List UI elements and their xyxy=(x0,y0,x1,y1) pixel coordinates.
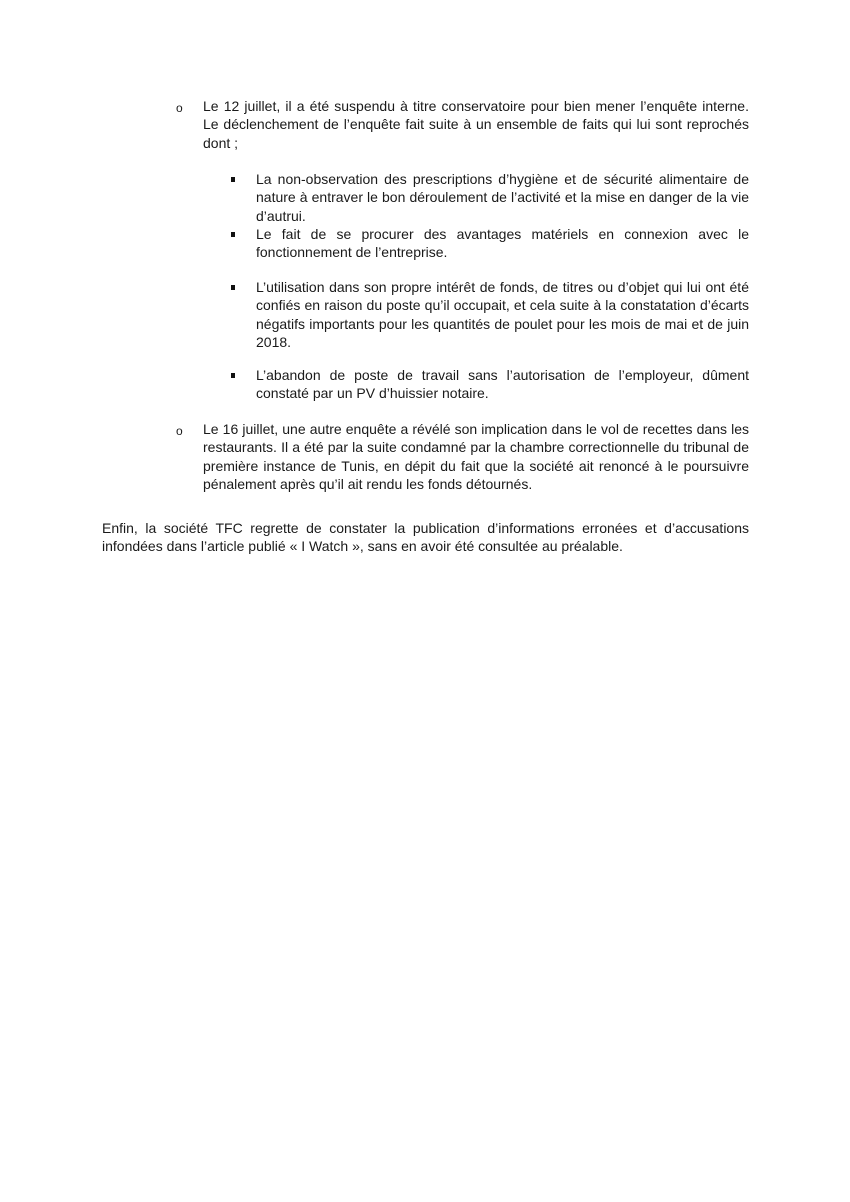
item-16-juillet: Le 16 juillet, une autre enquête a révélé son implication dans le vol de recettes dans les restaurants. Il a été par la suite condamné par la chambre correctionnelle du tribunal de première instance de Tunis, en dépit du fait que la société ait renoncé à le poursuivre pénalement après qu’il ait rendu les fonds détournés. xyxy=(203,421,749,493)
square-bullet xyxy=(231,285,235,290)
square-bullet xyxy=(231,373,235,378)
circle-bullet: o xyxy=(176,101,183,115)
square-bullet xyxy=(231,232,235,237)
subitem-abandon: L’abandon de poste de travail sans l’autorisation de l’employeur, dûment constaté par un PV d’huissier notaire. xyxy=(256,367,749,402)
item-12-juillet: Le 12 juillet, il a été suspendu à titre conservatoire pour bien mener l’enquête interne. Le déclenchement de l’enquête fait suite à un ensemble de faits qui lui sont reprochés dont ; xyxy=(203,98,749,151)
subitem-avantages: Le fait de se procurer des avantages matériels en connexion avec le fonctionnement de l’entreprise. xyxy=(256,226,749,261)
square-bullet xyxy=(231,177,235,182)
subitem-hygiene: La non-observation des prescriptions d’hygiène et de sécurité alimentaire de nature à entraver le bon déroulement de l’activité et la mise en danger de la vie d’autrui. xyxy=(256,171,749,224)
subitem-fonds: L’utilisation dans son propre intérêt de fonds, de titres ou d’objet qui lui ont été confiés en raison du poste qu’il occupait, et cela suite à la constatation d’écarts négatifs importants pour les quantités de poulet pour les mois de mai et de juin 2018. xyxy=(256,279,749,351)
closing-paragraph: Enfin, la société TFC regrette de constater la publication d’informations erronées et d’accusations infondées dans l’article publié « I Watch », sans en avoir été consultée au préalable. xyxy=(102,520,749,555)
circle-bullet: o xyxy=(176,424,183,438)
